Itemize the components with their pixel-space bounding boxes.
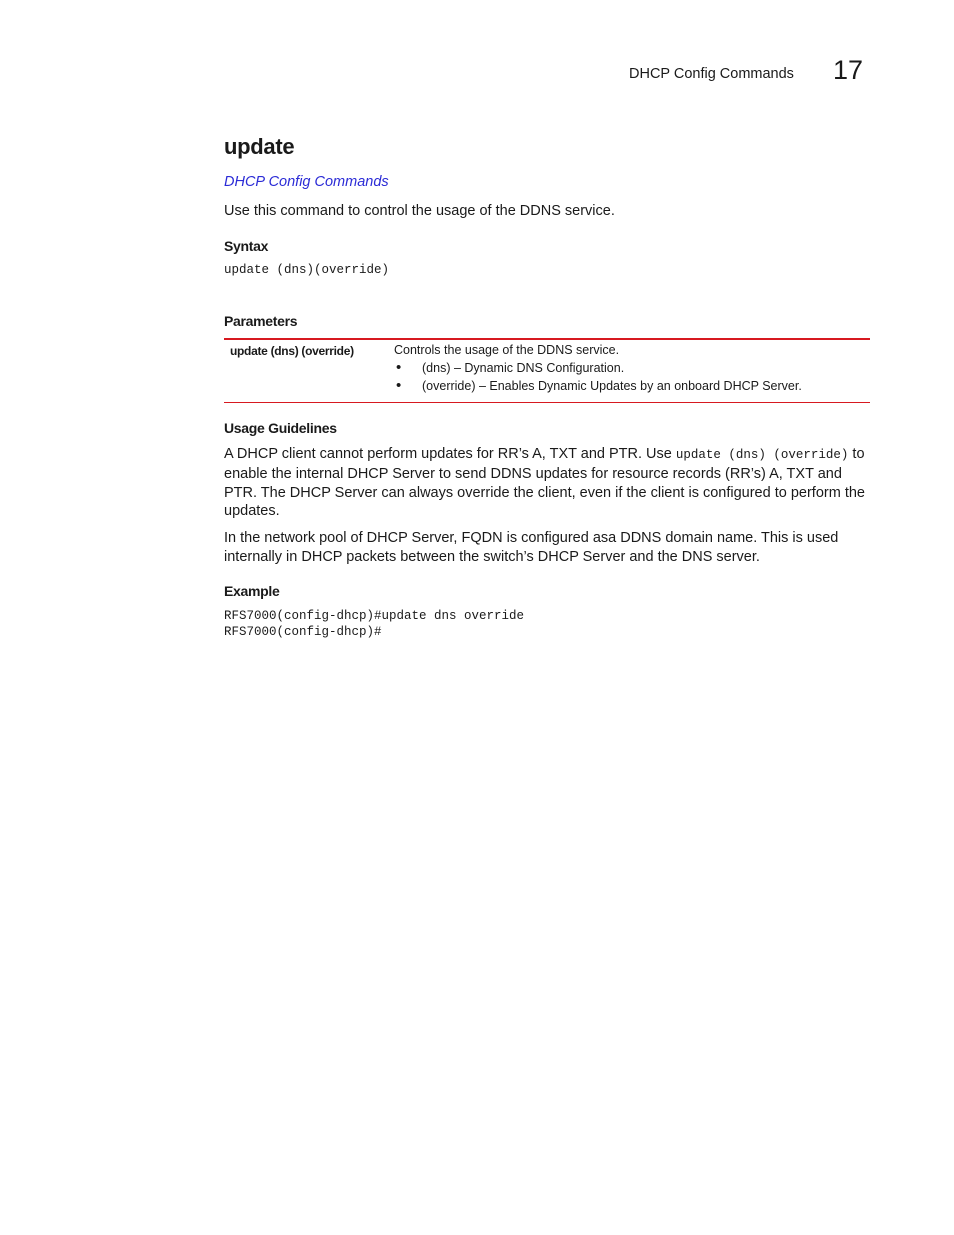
usage-text: to enable the internal DHCP Server to send DDNS updates for resource records (RR’s) A, TXT and PTR. The DHCP Server can always override the client, even if the client is configured to perform the updates.	[224, 446, 865, 520]
param-description: Controls the usage of the DDNS service.	[394, 343, 620, 357]
example-heading: Example	[224, 583, 280, 599]
parameters-table	[224, 338, 870, 403]
intro-text: Use this command to control the usage of the DDNS service.	[224, 203, 615, 219]
chapter-number: 17	[833, 55, 864, 85]
syntax-code: update (dns)(override)	[224, 263, 390, 277]
bullet-dot-icon: •	[396, 359, 402, 376]
bullet-dot-icon: •	[396, 377, 402, 394]
usage-guidelines-heading: Usage Guidelines	[224, 420, 337, 436]
syntax-heading: Syntax	[224, 238, 269, 254]
param-bullet-text: (override) – Enables Dynamic Updates by an onboard DHCP Server.	[422, 379, 802, 393]
param-bullet-text: (dns) – Dynamic DNS Configuration.	[422, 361, 625, 375]
example-code-line: RFS7000(config-dhcp)#	[224, 625, 382, 639]
parameters-heading: Parameters	[224, 313, 298, 329]
usage-paragraph-1	[224, 445, 870, 521]
running-header-section: DHCP Config Commands	[629, 66, 794, 82]
usage-text: A DHCP client cannot perform updates for RR’s A, TXT and PTR. Use	[224, 446, 676, 462]
param-name: update (dns) (override)	[230, 344, 354, 358]
example-code-line: RFS7000(config-dhcp)#update dns override	[224, 609, 525, 623]
page-title: update	[224, 134, 295, 159]
usage-paragraph-2: In the network pool of DHCP Server, FQDN is configured asa DDNS domain name. This is used internally in DHCP packets between the switch’s DHCP Server and the DNS server.	[224, 530, 839, 565]
inline-command: update (dns) (override)	[675, 448, 849, 462]
breadcrumb-link[interactable]: DHCP Config Commands	[224, 174, 389, 190]
